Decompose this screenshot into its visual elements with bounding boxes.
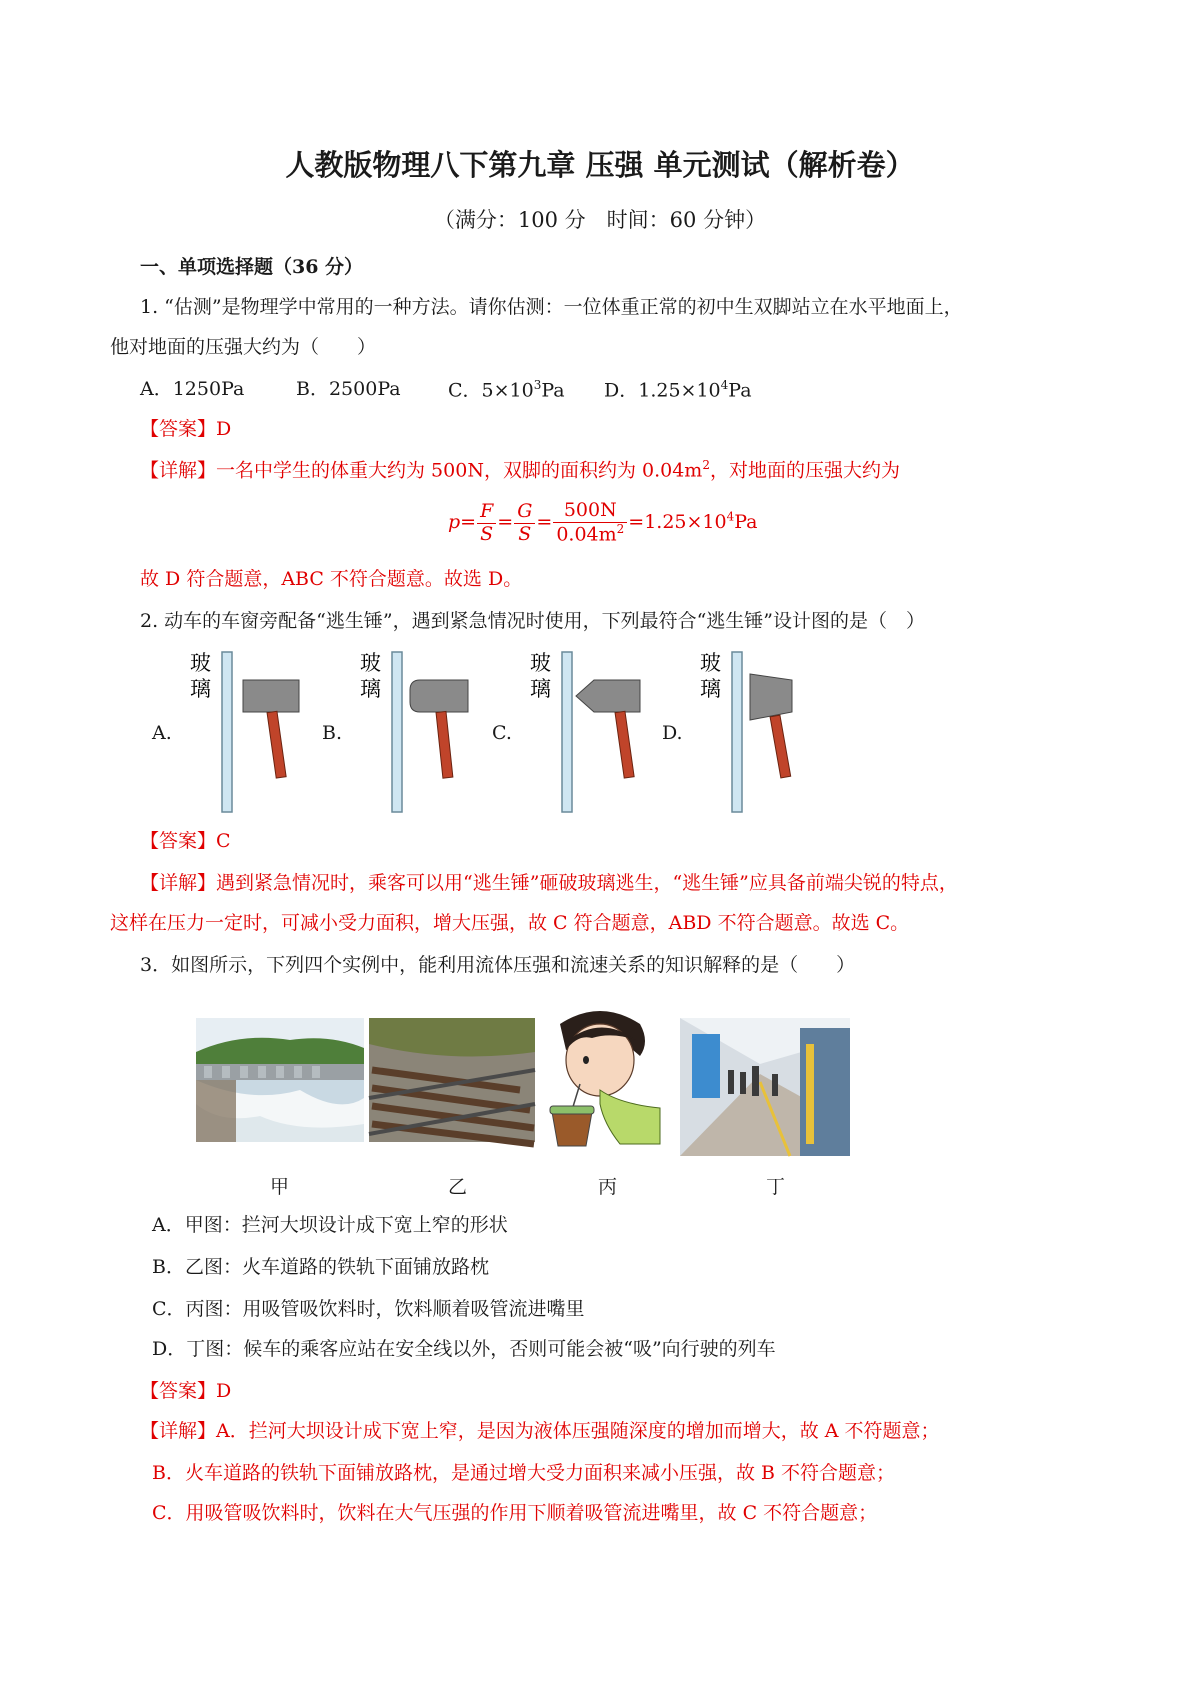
svg-text:璃: 璃 [700,677,721,701]
svg-text:玻: 玻 [530,651,551,675]
svg-text:璃: 璃 [530,677,551,701]
boy-drinking-illustration [540,1006,660,1146]
hammer-d [700,651,792,812]
metro-station-photo [680,1018,850,1156]
q2-detail-line1: 【详解】遇到紧急情况时，乘客可以用“逃生锤”砸破玻璃逃生，“逃生锤”应具备前端尖锐的特点， [140,872,958,894]
svg-text:玻: 玻 [360,651,381,675]
img-label-yi: 乙 [448,1176,468,1198]
q1-detail: 【详解】一名中学生的体重大约为 500N，双脚的面积约为 $0.04m^2$，对地面的压强大约为 [140,458,900,482]
q3-detail-line1: 【详解】A．拦河大坝设计成下宽上窄，是因为液体压强随深度的增加而增大，故 A 不符题意； [140,1420,940,1442]
q1-answer: 【答案】D [140,418,232,440]
q3-images [0,994,1200,1164]
fraction-500n-over-area: $\frac{500N}{0.04m^2}$ [553,500,627,546]
q1-option-c: C．$5\times 10^3Pa$ [448,378,565,402]
q1-stem-line2: 他对地面的压强大约为（ ） [110,336,377,358]
section-heading: 一、单项选择题（36 分） [140,256,364,278]
q2-option-d-label: D. [662,722,683,744]
q1-option-d: D．$1.25\times 10^4Pa$ [604,378,752,402]
img-label-bing: 丙 [598,1176,618,1198]
hammer-b [360,651,468,812]
q2-option-b-label: B. [322,722,343,744]
railway-photo [369,1018,535,1144]
q1-conclusion: 故 D 符合题意，ABC 不符合题意。故选 D。 [140,568,523,590]
q3-option-a: A．甲图：拦河大坝设计成下宽上窄的形状 [152,1214,508,1236]
q3-answer: 【答案】D [140,1380,232,1402]
q3-option-d: D．丁图：候车的乘客应站在安全线以外，否则可能会被“吸”向行驶的列车 [152,1338,776,1360]
svg-text:玻: 玻 [190,651,211,675]
q1-option-b: B．2500Pa [296,378,401,400]
q2-stem: 2. 动车的车窗旁配备“逃生锤”，遇到紧急情况时使用，下列最符合“逃生锤”设计图的是（ ） [140,610,926,632]
q3-detail-line2: B．火车道路的铁轨下面铺放路枕，是通过增大受力面积来减小压强，故 B 不符合题意； [152,1462,896,1484]
page-subtitle: （满分：100 分 时间：60 分钟） [433,208,767,232]
svg-text:璃: 璃 [190,677,211,701]
fraction-f-over-s: $\frac{F}{S}$ [477,501,496,546]
q2-option-c-label: C. [492,722,512,744]
q3-detail-line3: C．用吸管吸饮料时，饮料在大气压强的作用下顺着吸管流进嘴里，故 C 不符合题意； [152,1502,878,1524]
page-title: 人教版物理八下第九章 压强 单元测试（解析卷） [285,148,915,182]
q2-option-a-label: A. [152,722,172,744]
svg-text:璃: 璃 [360,677,381,701]
q3-option-b: B．乙图：火车道路的铁轨下面铺放路枕 [152,1256,489,1278]
fraction-g-over-s: $\frac{G}{S}$ [514,501,535,546]
q2-hammer-figures [0,642,1200,822]
q1-stem-line1: 1. “估测”是物理学中常用的一种方法。请你估测：一位体重正常的初中生双脚站立在水平地面上， [140,296,963,318]
q3-stem: 3．如图所示，下列四个实例中，能利用流体压强和流速关系的知识解释的是（ ） [140,954,856,976]
svg-text:玻: 玻 [700,651,721,675]
img-label-ding: 丁 [766,1176,786,1198]
hammer-a [190,651,299,812]
hammer-c [530,651,640,812]
q3-option-c: C．丙图：用吸管吸饮料时，饮料顺着吸管流进嘴里 [152,1298,585,1320]
q1-formula: p= $\frac{F}{S}$ = $\frac{G}{S}$ = $\frac{500N}{0.04m^2}$ $=1.25\times 10^4Pa$ [448,499,758,546]
q2-detail-line2: 这样在压力一定时，可减小受力面积，增大压强，故 C 符合题意，ABD 不符合题意。故选 C。 [110,912,910,934]
img-label-jia: 甲 [270,1176,290,1198]
q2-answer: 【答案】C [140,830,231,852]
dam-photo [196,1018,364,1142]
q1-option-a: A．1250Pa [140,378,245,400]
